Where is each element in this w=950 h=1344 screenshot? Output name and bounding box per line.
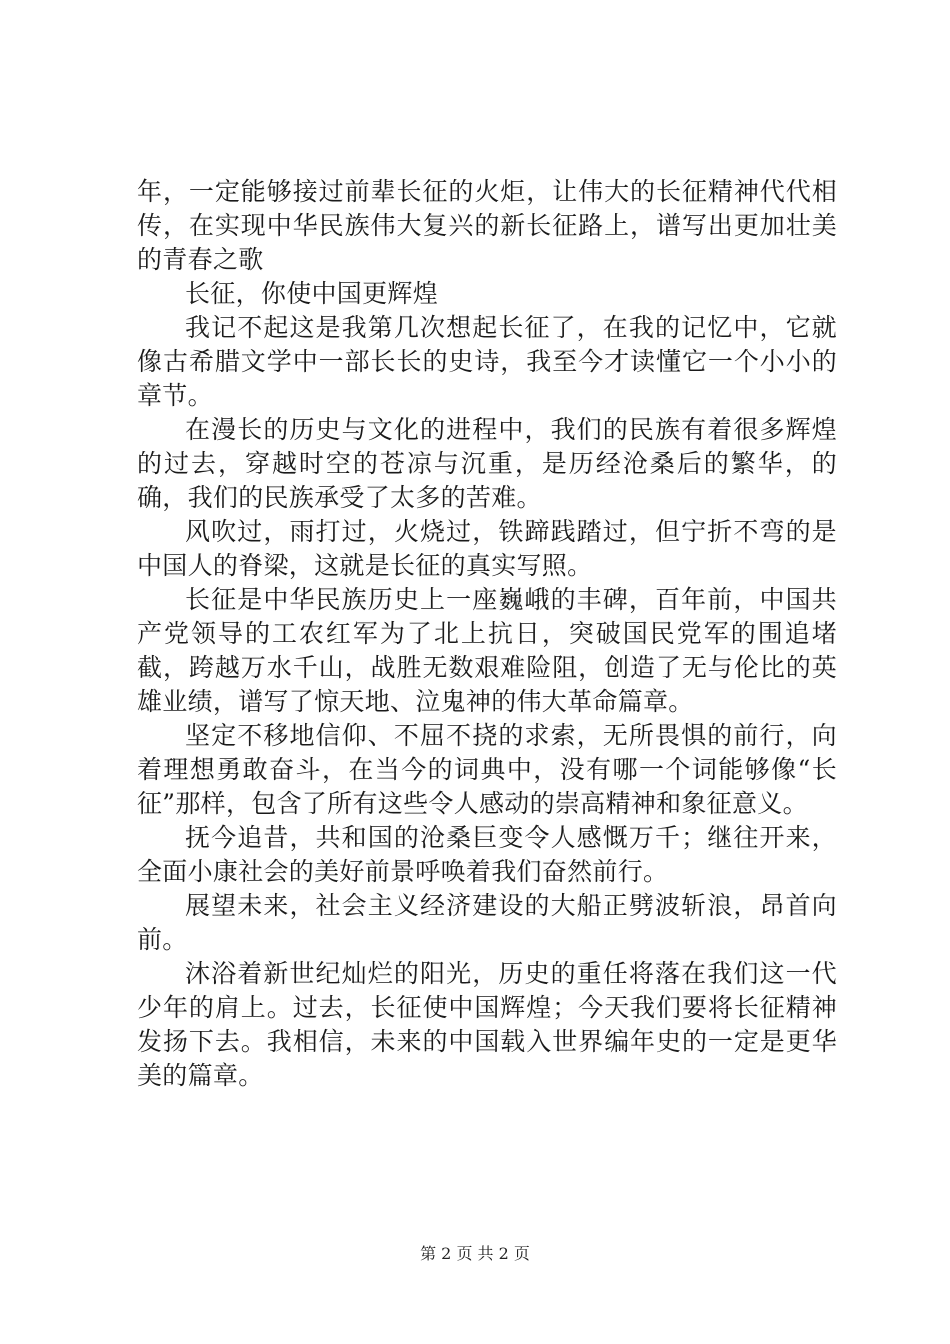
paragraph-continuation: 年，一定能够接过前辈长征的火炬，让伟大的长征精神代代相传，在实现中华民族伟大复兴的新长征路上，谱写出更加壮美的青春之歌: [137, 177, 837, 274]
paragraph: 长征是中华民族历史上一座巍峨的丰碑，百年前，中国共产党领导的工农红军为了北上抗日，突破国民党军的围追堵截，跨越万水千山，战胜无数艰难险阻，创造了无与伦比的英雄业绩，谱写了惊天地、泣鬼神的伟大革命篇章。: [137, 585, 837, 716]
paragraph: 坚定不移地信仰、不屈不挠的求索，无所畏惧的前行，向着理想勇敢奋斗，在当今的词典中，没有哪一个词能够像“长征”那样，包含了所有这些令人感动的崇高精神和象征意义。: [137, 721, 837, 818]
paragraph: 在漫长的历史与文化的进程中，我们的民族有着很多辉煌的过去，穿越时空的苍凉与沉重，是历经沧桑后的繁华，的确，我们的民族承受了太多的苦难。: [137, 415, 837, 512]
paragraph: 我记不起这是我第几次想起长征了，在我的记忆中，它就像古希腊文学中一部长长的史诗，我至今才读懂它一个小小的章节。: [137, 313, 837, 410]
paragraph: 展望未来，社会主义经济建设的大船正劈波斩浪，昂首向前。: [137, 891, 837, 954]
paragraph: 风吹过，雨打过，火烧过，铁蹄践踏过，但宁折不弯的是中国人的脊梁，这就是长征的真实写照。: [137, 517, 837, 580]
paragraph: 沐浴着新世纪灿烂的阳光，历史的重任将落在我们这一代少年的肩上。过去，长征使中国辉煌；今天我们要将长征精神发扬下去。我相信，未来的中国载入世界编年史的一定是更华美的篇章。: [137, 959, 837, 1090]
page-number-footer: 第 2 页 共 2 页: [420, 1244, 530, 1263]
paragraph-heading: 长征，你使中国更辉煌: [185, 279, 439, 308]
document-body: [137, 175, 837, 1093]
paragraph: 抚今追昔，共和国的沧桑巨变令人感慨万千；继往开来，全面小康社会的美好前景呼唤着我们奋然前行。: [137, 823, 837, 886]
